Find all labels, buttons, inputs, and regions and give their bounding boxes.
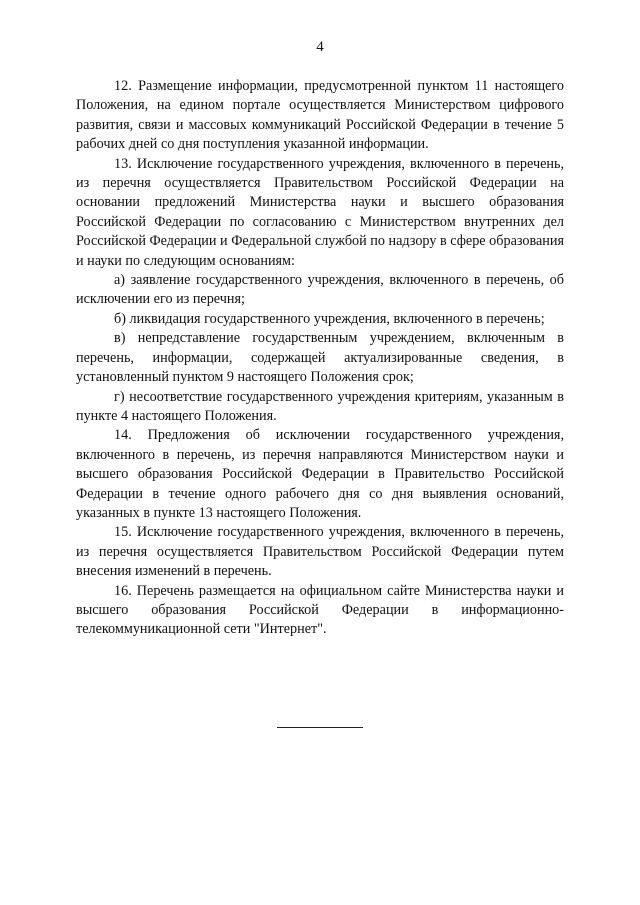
page-number: 4 bbox=[316, 39, 324, 55]
paragraph-13-item-v: в) непредставление государственным учреждением, включенным в перечень, информации, содержащей актуализированные сведения, в установленный пунктом 9 настоящего Положения срок; bbox=[76, 330, 564, 386]
document-body bbox=[76, 77, 564, 640]
paragraph-15: 15. Исключение государственного учреждения, включенного в перечень, из перечня осуществляется Правительством Российской Федерации путем внесения изменений в перечень. bbox=[76, 524, 564, 580]
paragraph-12: 12. Размещение информации, предусмотренной пунктом 11 настоящего Положения, на едином портале осуществляется Министерством цифрового развития, связи и массовых коммуникаций Российской Федерации в течение 5 рабочих дней со дня поступления указанной информации. bbox=[76, 78, 564, 153]
paragraph-13-item-b: б) ликвидация государственного учреждения, включенного в перечень; bbox=[114, 310, 545, 327]
paragraph-14: 14. Предложения об исключении государственного учреждения, включенного в перечень, из перечня направляются Министерством науки и высшего образования Российской Федерации в Правительство Российской Федерации в течение одного рабочего дня со дня выявления оснований, указанных в пункте 13 настоящего Положения. bbox=[76, 427, 564, 521]
paragraph-13: 13. Исключение государственного учреждения, включенного в перечень, из перечня осуществляется Правительством Российской Федерации на основании предложений Министерства науки и высшего образования Российской Федерации по согласованию с Министерством внутренних дел Российской Федерации и Федеральной службой по надзору в сфере образования и науки по следующим основаниям: bbox=[76, 155, 564, 269]
paragraph-16: 16. Перечень размещается на официальном сайте Министерства науки и высшего образования Российской Федерации в информационно-телекоммуникационной сети "Интернет". bbox=[76, 582, 564, 638]
end-of-document-rule bbox=[277, 727, 363, 728]
paragraph-13-item-g: г) несоответствие государственного учреждения критериям, указанным в пункте 4 настоящего Положения. bbox=[76, 388, 564, 424]
paragraph-13-item-a: а) заявление государственного учреждения, включенного в перечень, об исключении его из перечня; bbox=[76, 272, 564, 308]
